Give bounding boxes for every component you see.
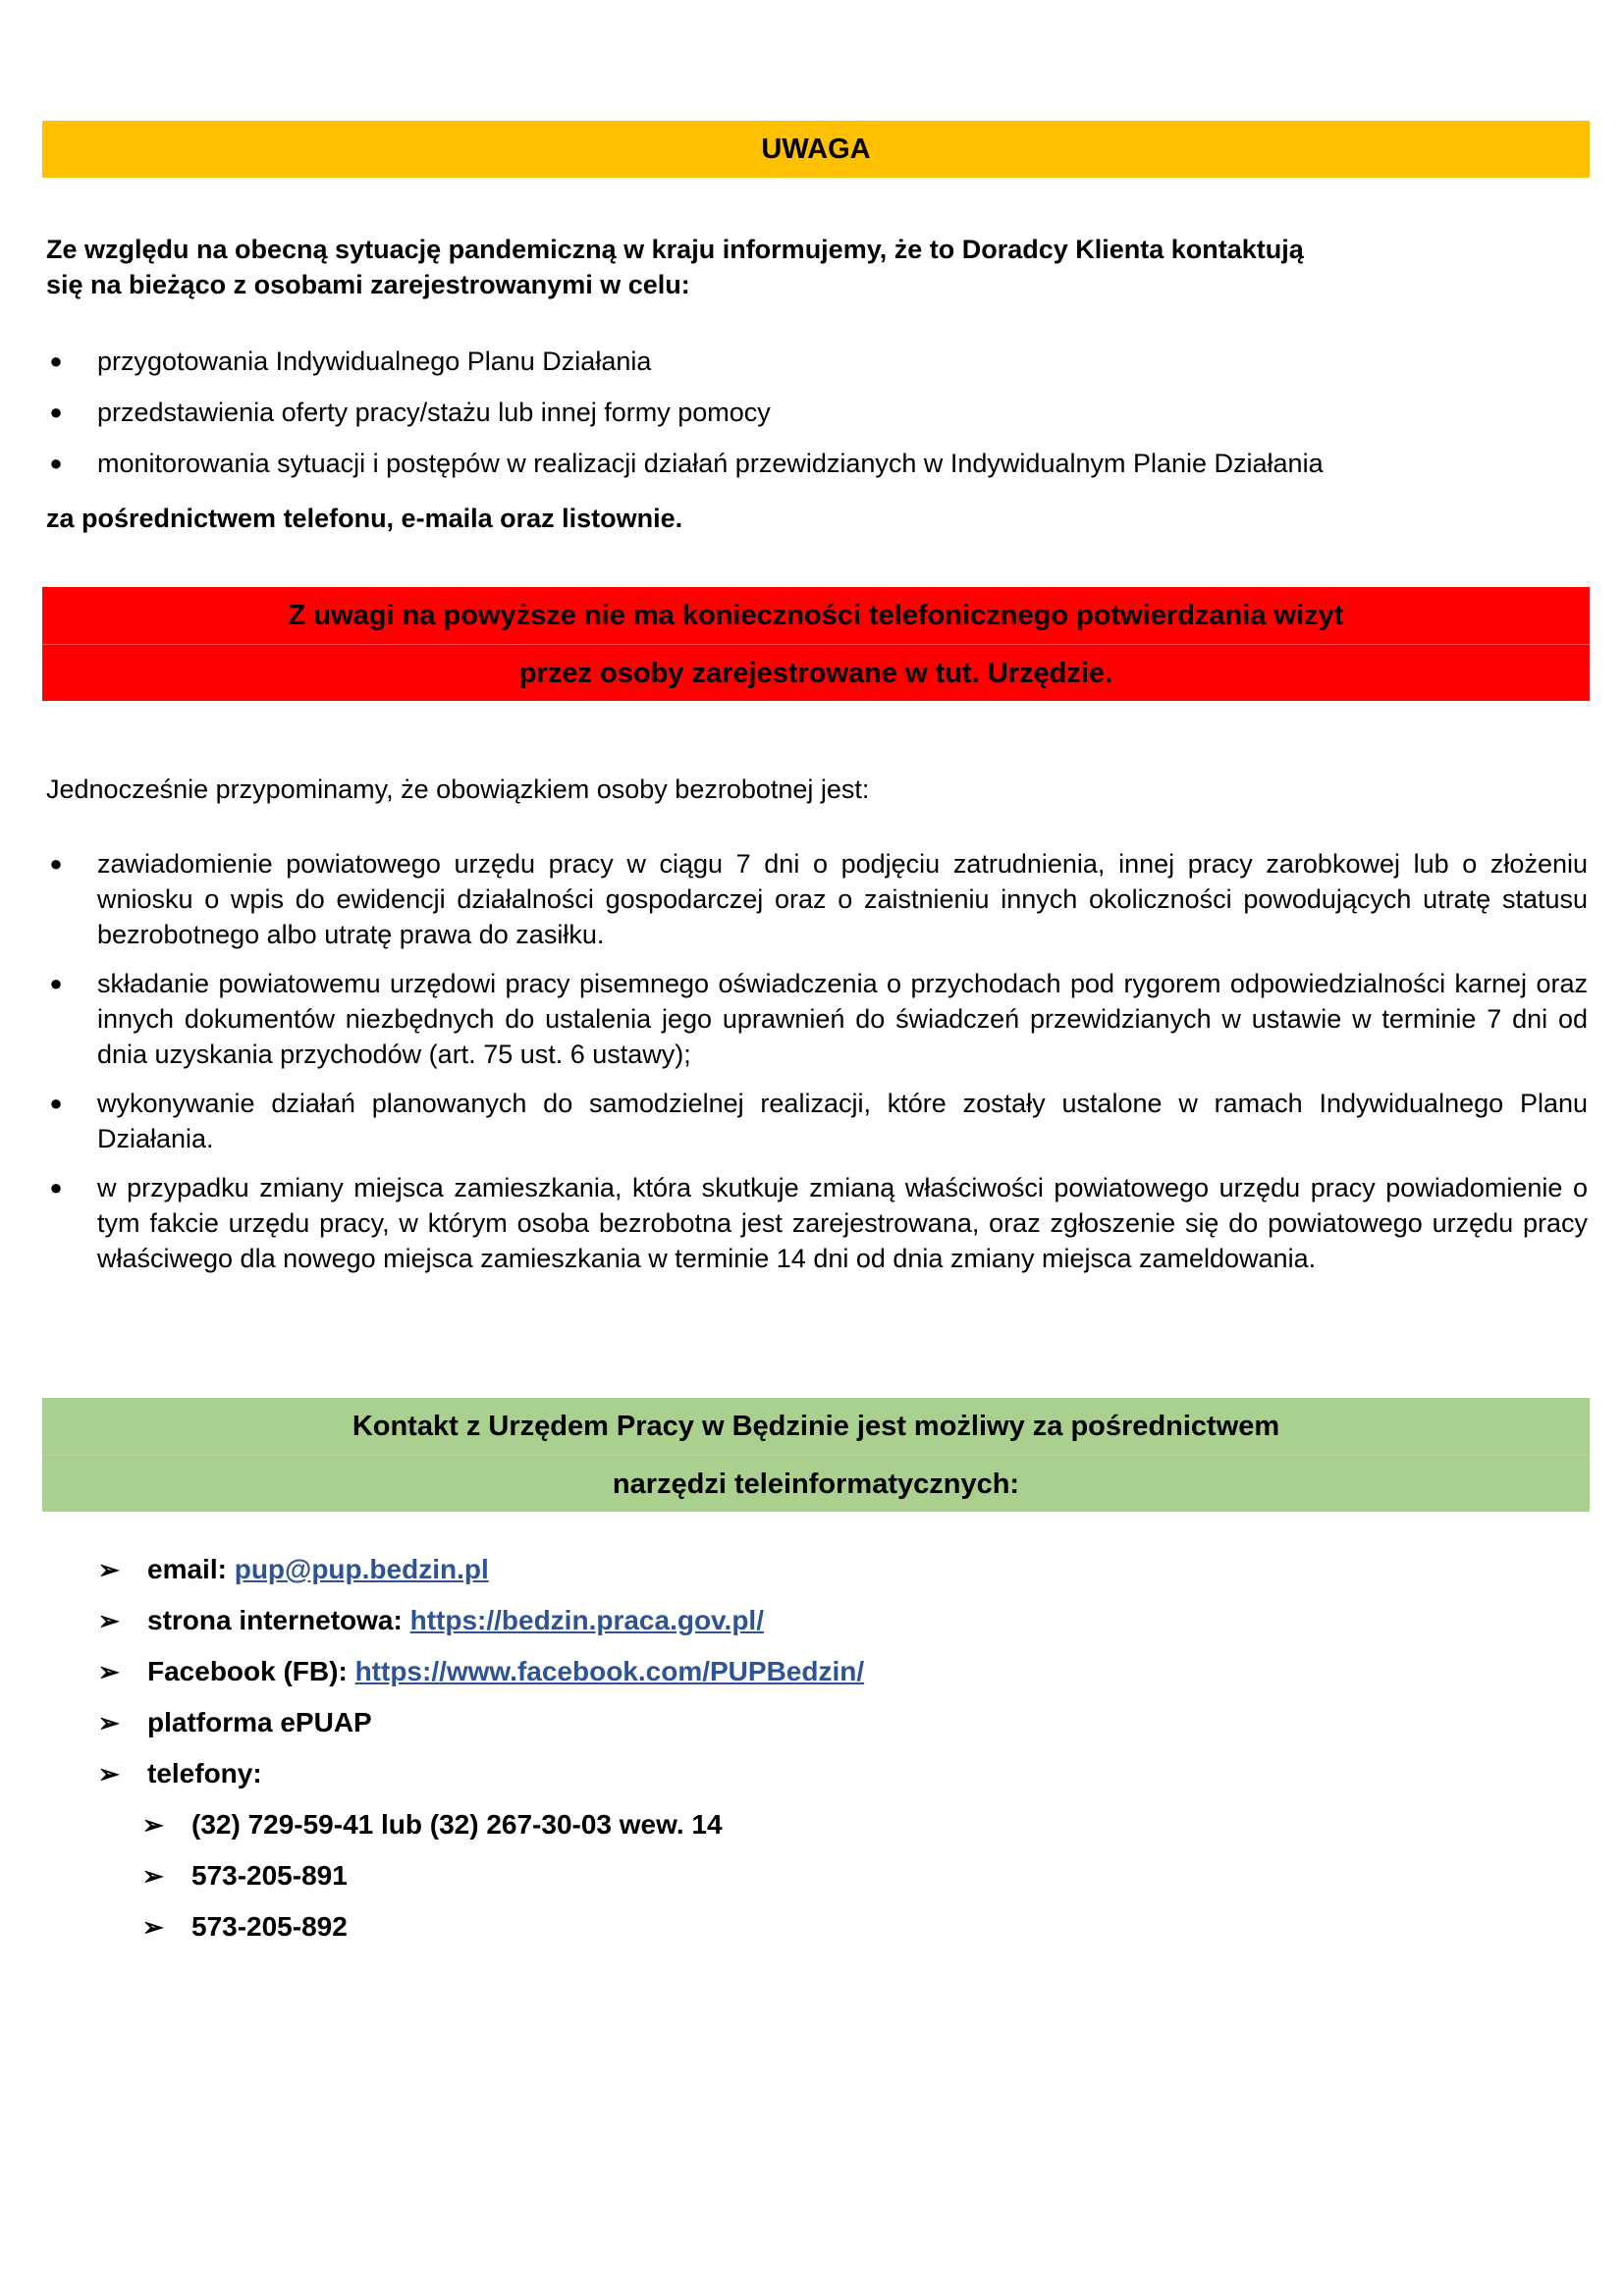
contact-banner [42, 1398, 1590, 1512]
list-item: ● przedstawienia oferty pracy/stażu lub innej formy pomocy [46, 395, 1588, 446]
intro-line-1: Ze względu na obecną sytuację pandemiczną w kraju informujemy, że to Doradcy Klienta kontaktują [46, 235, 1304, 264]
bullet-icon: ● [49, 451, 63, 475]
list-item: ● przygotowania Indywidualnego Planu Działania [46, 344, 1588, 395]
phone-number: 573-205-891 [191, 1860, 348, 1891]
facebook-label: Facebook (FB): [147, 1656, 348, 1686]
arrow-bullet-icon: ➢ [98, 1759, 120, 1789]
arrow-bullet-icon: ➢ [142, 1912, 164, 1942]
list-item: ● zawiadomienie powiatowego urzędu pracy w ciągu 7 dni o podjęciu zatrudnienia, innej pracy zarobkowej lub o złożeniu wniosku o wpis do ewidencji działalności gospodarczej oraz o zaistnieniu innych okoliczności powodujących utratę statusu bezrobotnego albo utratę prawa do zasiłku. [46, 846, 1588, 952]
alert-line-1: Z uwagi na powyższe nie ma konieczności telefonicznego potwierdzania wizyt [288, 600, 1344, 631]
contact-email [98, 1552, 864, 1603]
arrow-bullet-icon: ➢ [142, 1861, 164, 1891]
contact-heading-line-1: Kontakt z Urzędem Pracy w Będzinie jest możliwy za pośrednictwem [352, 1411, 1280, 1442]
phone-number: (32) 729-59-41 lub (32) 267-30-03 wew. 14 [191, 1809, 723, 1840]
notice-banner [42, 121, 1590, 178]
email-label: email: [147, 1554, 227, 1584]
duties-intro: Jednocześnie przypominamy, że obowiązkiem osoby bezrobotnej jest: [46, 774, 870, 804]
arrow-bullet-icon: ➢ [98, 1606, 120, 1635]
list-item: ● składanie powiatowemu urzędowi pracy pisemnego oświadczenia o przychodach pod rygorem odpowiedzialności karnej oraz innych dokumentów niezbędnych do ustalenia jego uprawnień do świadczeń przewidzianych w ustawie w terminie 7 dni od dnia uzyskania przychodów (art. 75 ust. 6 ustawy); [46, 966, 1588, 1072]
contact-facebook [98, 1654, 864, 1705]
bullet-icon: ● [49, 348, 63, 373]
bullet-icon: ● [49, 400, 63, 424]
list-item: ● wykonywanie działań planowanych do samodzielnej realizacji, które zostały ustalone w ramach Indywidualnego Planu Działania. [46, 1086, 1588, 1156]
arrow-bullet-icon: ➢ [142, 1810, 164, 1840]
arrow-bullet-icon: ➢ [98, 1708, 120, 1737]
phone-item [142, 1858, 723, 1909]
intro-paragraph [46, 232, 1558, 302]
facebook-link[interactable]: https://www.facebook.com/PUPBedzin/ [354, 1656, 865, 1686]
intro-line-2: się na bieżąco z osobami zarejestrowanymi w celu: [46, 270, 690, 299]
arrow-bullet-icon: ➢ [98, 1657, 120, 1686]
duties-list [46, 846, 1588, 1290]
alert-banner [42, 587, 1590, 701]
email-link[interactable]: pup@pup.bedzin.pl [234, 1554, 489, 1584]
notice-title: UWAGA [761, 133, 871, 165]
website-link[interactable]: https://bedzin.praca.gov.pl/ [409, 1605, 764, 1635]
website-label: strona internetowa: [147, 1605, 403, 1635]
bullet-icon: ● [49, 971, 63, 995]
epuap-label: platforma ePUAP [147, 1707, 372, 1737]
contact-heading-line-2: narzędzi teleinformatycznych: [42, 1455, 1590, 1513]
bullet-icon: ● [49, 1175, 63, 1200]
phone-number: 573-205-892 [191, 1911, 348, 1942]
arrow-bullet-icon: ➢ [98, 1555, 120, 1584]
phone-item [142, 1807, 723, 1858]
list-item: ● monitorowania sytuacji i postępów w realizacji działań przewidzianych w Indywidualnym Planie Działania [46, 446, 1588, 497]
phone-list [142, 1807, 723, 1960]
contact-website [98, 1603, 864, 1654]
contact-phones [98, 1756, 864, 1807]
contact-epuap [98, 1705, 864, 1756]
phones-label: telefony: [147, 1758, 262, 1789]
phone-item [142, 1909, 723, 1960]
bullet-icon: ● [49, 1091, 63, 1115]
bullet-icon: ● [49, 851, 63, 876]
contact-list [98, 1552, 864, 1807]
purposes-list [46, 344, 1588, 497]
contact-method-note: za pośrednictwem telefonu, e-maila oraz listownie. [46, 504, 683, 533]
alert-line-2: przez osoby zarejestrowane w tut. Urzędzie. [42, 644, 1590, 702]
list-item: ● w przypadku zmiany miejsca zamieszkania, która skutkuje zmianą właściwości powiatowego urzędu pracy powiadomienie o tym fakcie urzędu pracy, w którym osoba bezrobotna jest zarejestrowana, oraz zgłoszenie się do powiatowego urzędu pracy właściwego dla nowego miejsca zamieszkania w terminie 14 dni od dnia zmiany miejsca zameldowania. [46, 1170, 1588, 1276]
